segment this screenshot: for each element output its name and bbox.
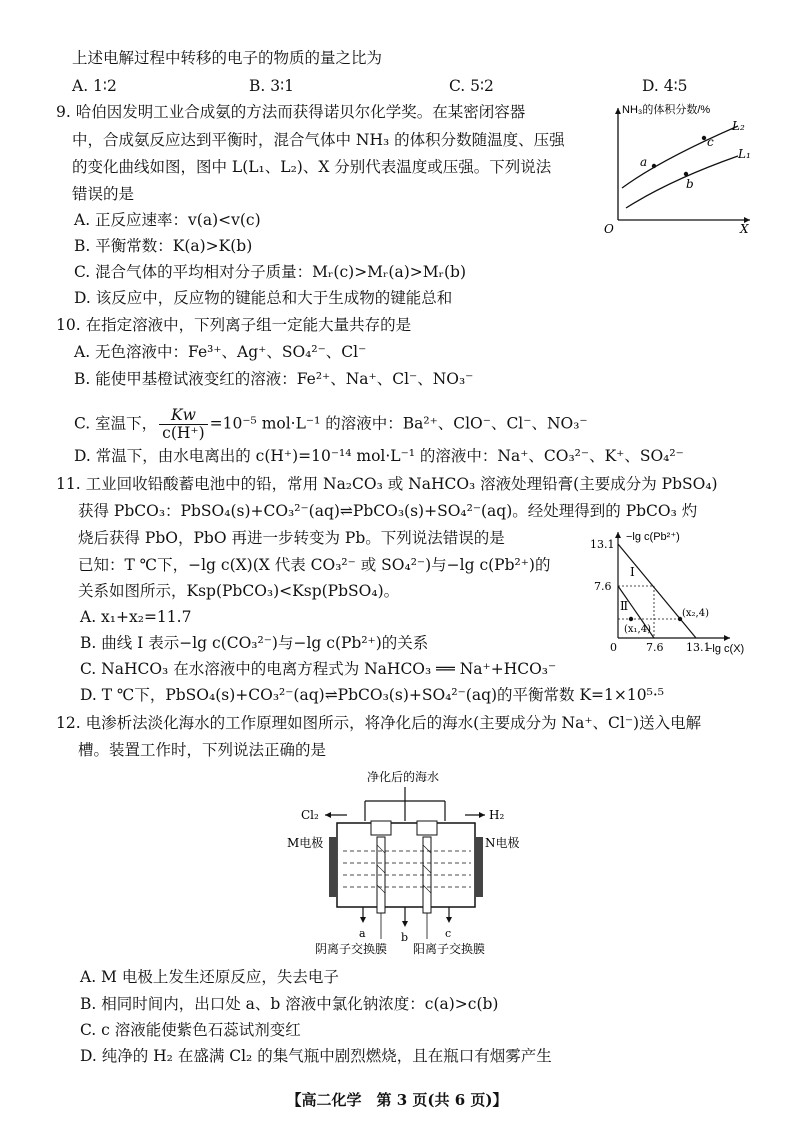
q12-diagram — [285, 765, 535, 955]
q12-outlet-c-label: c — [445, 927, 452, 940]
q12-option-b[interactable]: B. 相同时间内，出口处 a、b 溶液中氯化钠浓度：c(a)>c(b) — [80, 995, 499, 1013]
q10-stem: 10. 在指定溶液中，下列离子组一定能大量共存的是 — [56, 316, 412, 334]
q9-y-arrow — [615, 108, 621, 114]
q8-option-c[interactable]: C. 5∶2 — [449, 77, 494, 95]
q10-option-b[interactable]: B. 能使甲基橙试液变红的溶液：Fe²⁺、Na⁺、Cl⁻、NO₃⁻ — [74, 370, 474, 388]
q12-option-d[interactable]: D. 纯净的 H₂ 在盛满 Cl₂ 的集气瓶中剧烈燃烧，且在瓶口有烟雾产生 — [80, 1047, 552, 1065]
q12-electrode-n — [475, 837, 483, 897]
q12-feed-box-right — [417, 821, 437, 835]
q9-stem-line-1: 9. 哈伯因发明工业合成氨的方法而获得诺贝尔化学奖。在某密闭容器 — [56, 103, 526, 121]
q8-option-a[interactable]: A. 1∶2 — [72, 77, 117, 95]
q9-point-a — [652, 164, 656, 168]
q12-stem-line-1: 12. 电渗析法淡化海水的工作原理如图所示，将净化后的海水(主要成分为 Na⁺、Cl⁻)送入电解 — [56, 714, 702, 732]
q9-label-l2: L₂ — [732, 119, 745, 133]
q12-top-label: 净化后的海水 — [367, 770, 440, 784]
q9-label-l1: L₁ — [738, 147, 751, 161]
q12-tank — [337, 823, 475, 907]
q11-stem-line-4: 已知：T ℃下，−lg c(X)(X 代表 CO₃²⁻ 或 SO₄²⁻)与−lg c(Pb²⁺)的 — [78, 556, 551, 574]
q9-graph — [600, 100, 760, 235]
q11-option-d[interactable]: D. T ℃下，PbSO₄(s)+CO₃²⁻(aq)⇌PbCO₃(s)+SO₄²⁻(aq)的平衡常数 K=1×10⁵·⁵ — [80, 686, 664, 704]
q11-xtick-13: 13.1 — [686, 641, 711, 654]
q10-option-c-prefix: C. 室温下， — [74, 414, 158, 433]
q8-option-d[interactable]: D. 4∶5 — [642, 77, 688, 95]
q11-ylabel: −lg c(Pb²⁺) — [626, 531, 680, 543]
q12-electrode-m — [329, 837, 337, 897]
q12-membrane-left-label: 阴离子交换膜 — [315, 942, 388, 956]
q9-label-a: a — [640, 155, 648, 169]
q9-option-a[interactable]: A. 正反应速率：v(a)<v(c) — [74, 211, 261, 229]
q11-xlabel: −lg c(X) — [706, 643, 745, 655]
q11-label-ii: Ⅱ — [620, 599, 629, 613]
q12-outlet-a-label: a — [359, 927, 366, 940]
q11-stem-line-5: 关系如图所示，Ksp(PbCO₃)<Ksp(PbSO₄)。 — [78, 582, 400, 600]
q10-option-c[interactable] — [74, 407, 588, 442]
q12-outlet-b-arrow — [402, 921, 408, 927]
q9-ylabel: NH₃的体积分数/% — [622, 104, 711, 116]
q12-h2-label: H₂ — [489, 808, 505, 822]
q12-option-c[interactable]: C. c 溶液能使紫色石蕊试剂变红 — [80, 1021, 301, 1039]
q10-fraction-den: c(H⁺) — [162, 424, 205, 442]
q11-option-b[interactable]: B. 曲线 Ⅰ 表示−lg c(CO₃²⁻)与−lg c(Pb²⁺)的关系 — [80, 634, 429, 652]
q11-label-i: Ⅰ — [630, 565, 635, 579]
q11-origin: 0 — [610, 641, 617, 654]
q9-stem-line-4: 错误的是 — [72, 185, 135, 203]
q11-y-arrow — [615, 532, 621, 538]
q11-ytick-7: 7.6 — [594, 580, 612, 593]
q9-stem-line-2: 中，合成氨反应达到平衡时，混合气体中 NH₃ 的体积分数随温度、压强 — [72, 131, 565, 149]
q9-option-d[interactable]: D. 该反应中，反应物的键能总和大于生成物的键能总和 — [74, 289, 453, 307]
q11-label-x1: (x₁,4) — [624, 624, 651, 635]
q11-point-x1 — [629, 617, 633, 621]
q9-point-b — [684, 172, 688, 176]
q11-stem-line-2: 获得 PbCO₃：PbSO₄(s)+CO₃²⁻(aq)⇌PbCO₃(s)+SO₄²⁻(aq)。经处理得到的 PbCO₃ 灼 — [78, 502, 698, 520]
q10-option-a[interactable]: A. 无色溶液中：Fe³⁺、Ag⁺、SO₄²⁻、Cl⁻ — [74, 343, 367, 361]
q9-stem-line-3: 的变化曲线如图，图中 L(L₁、L₂)、X 分别代表温度或压强。下列说法 — [72, 158, 552, 176]
q12-membrane-right-label: 阳离子交换膜 — [413, 942, 486, 956]
q9-origin: O — [604, 222, 614, 236]
q11-stem-line-1: 11. 工业回收铅酸蓄电池中的铅，常用 Na₂CO₃ 或 NaHCO₃ 溶液处理铅膏(主要成分为 PbSO₄) — [56, 475, 718, 493]
q12-outlet-b-label: b — [401, 931, 409, 944]
q11-label-x2: (x₂,4) — [682, 608, 709, 619]
q12-stem-line-2: 槽。装置工作时，下列说法正确的是 — [78, 741, 327, 759]
page-footer: 【高二化学 第 3 页(共 6 页)】 — [286, 1091, 508, 1109]
q9-label-c: c — [707, 135, 714, 149]
q11-ytick-13: 13.1 — [590, 538, 615, 551]
q11-xtick-7: 7.6 — [646, 641, 664, 654]
q12-n-label: N电极 — [485, 836, 520, 850]
q12-feed-box-left — [371, 821, 391, 835]
q12-option-a[interactable]: A. M 电极上发生还原反应，失去电子 — [80, 968, 339, 986]
q10-fraction — [159, 407, 207, 442]
q12-m-label: M电极 — [287, 836, 324, 850]
q10-option-c-tail: =10⁻⁵ mol·L⁻¹ 的溶液中：Ba²⁺、ClO⁻、Cl⁻、NO₃⁻ — [209, 414, 588, 433]
q11-graph — [590, 526, 790, 656]
q11-x-arrow — [724, 635, 730, 641]
q10-option-d[interactable]: D. 常温下，由水电离出的 c(H⁺)=10⁻¹⁴ mol·L⁻¹ 的溶液中：Na⁺、CO₃²⁻、K⁺、SO₄²⁻ — [74, 447, 684, 465]
q12-cl2-arrowhead — [325, 812, 331, 818]
q9-label-b: b — [686, 177, 694, 191]
q11-stem-line-3: 烧后获得 PbO，PbO 再进一步转变为 Pb。下列说法错误的是 — [78, 529, 505, 547]
q9-point-c — [702, 136, 706, 140]
q8-option-b[interactable]: B. 3∶1 — [249, 77, 295, 95]
q12-h2-arrowhead — [479, 812, 485, 818]
q11-option-c[interactable]: C. NaHCO₃ 在水溶液中的电离方程式为 NaHCO₃ ══ Na⁺+HCO₃⁻ — [80, 660, 557, 678]
q9-xlabel: X — [740, 222, 749, 236]
q12-outlet-c-arrow — [446, 917, 452, 923]
q10-fraction-num: Kw — [159, 407, 207, 425]
q8-stem-tail: 上述电解过程中转移的电子的物质的量之比为 — [72, 49, 383, 67]
q12-outlet-a-arrow — [360, 917, 366, 923]
q9-option-b[interactable]: B. 平衡常数：K(a)>K(b) — [74, 237, 253, 255]
q12-cl2-label: Cl₂ — [301, 808, 319, 822]
q11-option-a[interactable]: A. x₁+x₂=11.7 — [80, 608, 192, 626]
q9-option-c[interactable]: C. 混合气体的平均相对分子质量：Mᵣ(c)>Mᵣ(a)>Mᵣ(b) — [74, 263, 467, 281]
